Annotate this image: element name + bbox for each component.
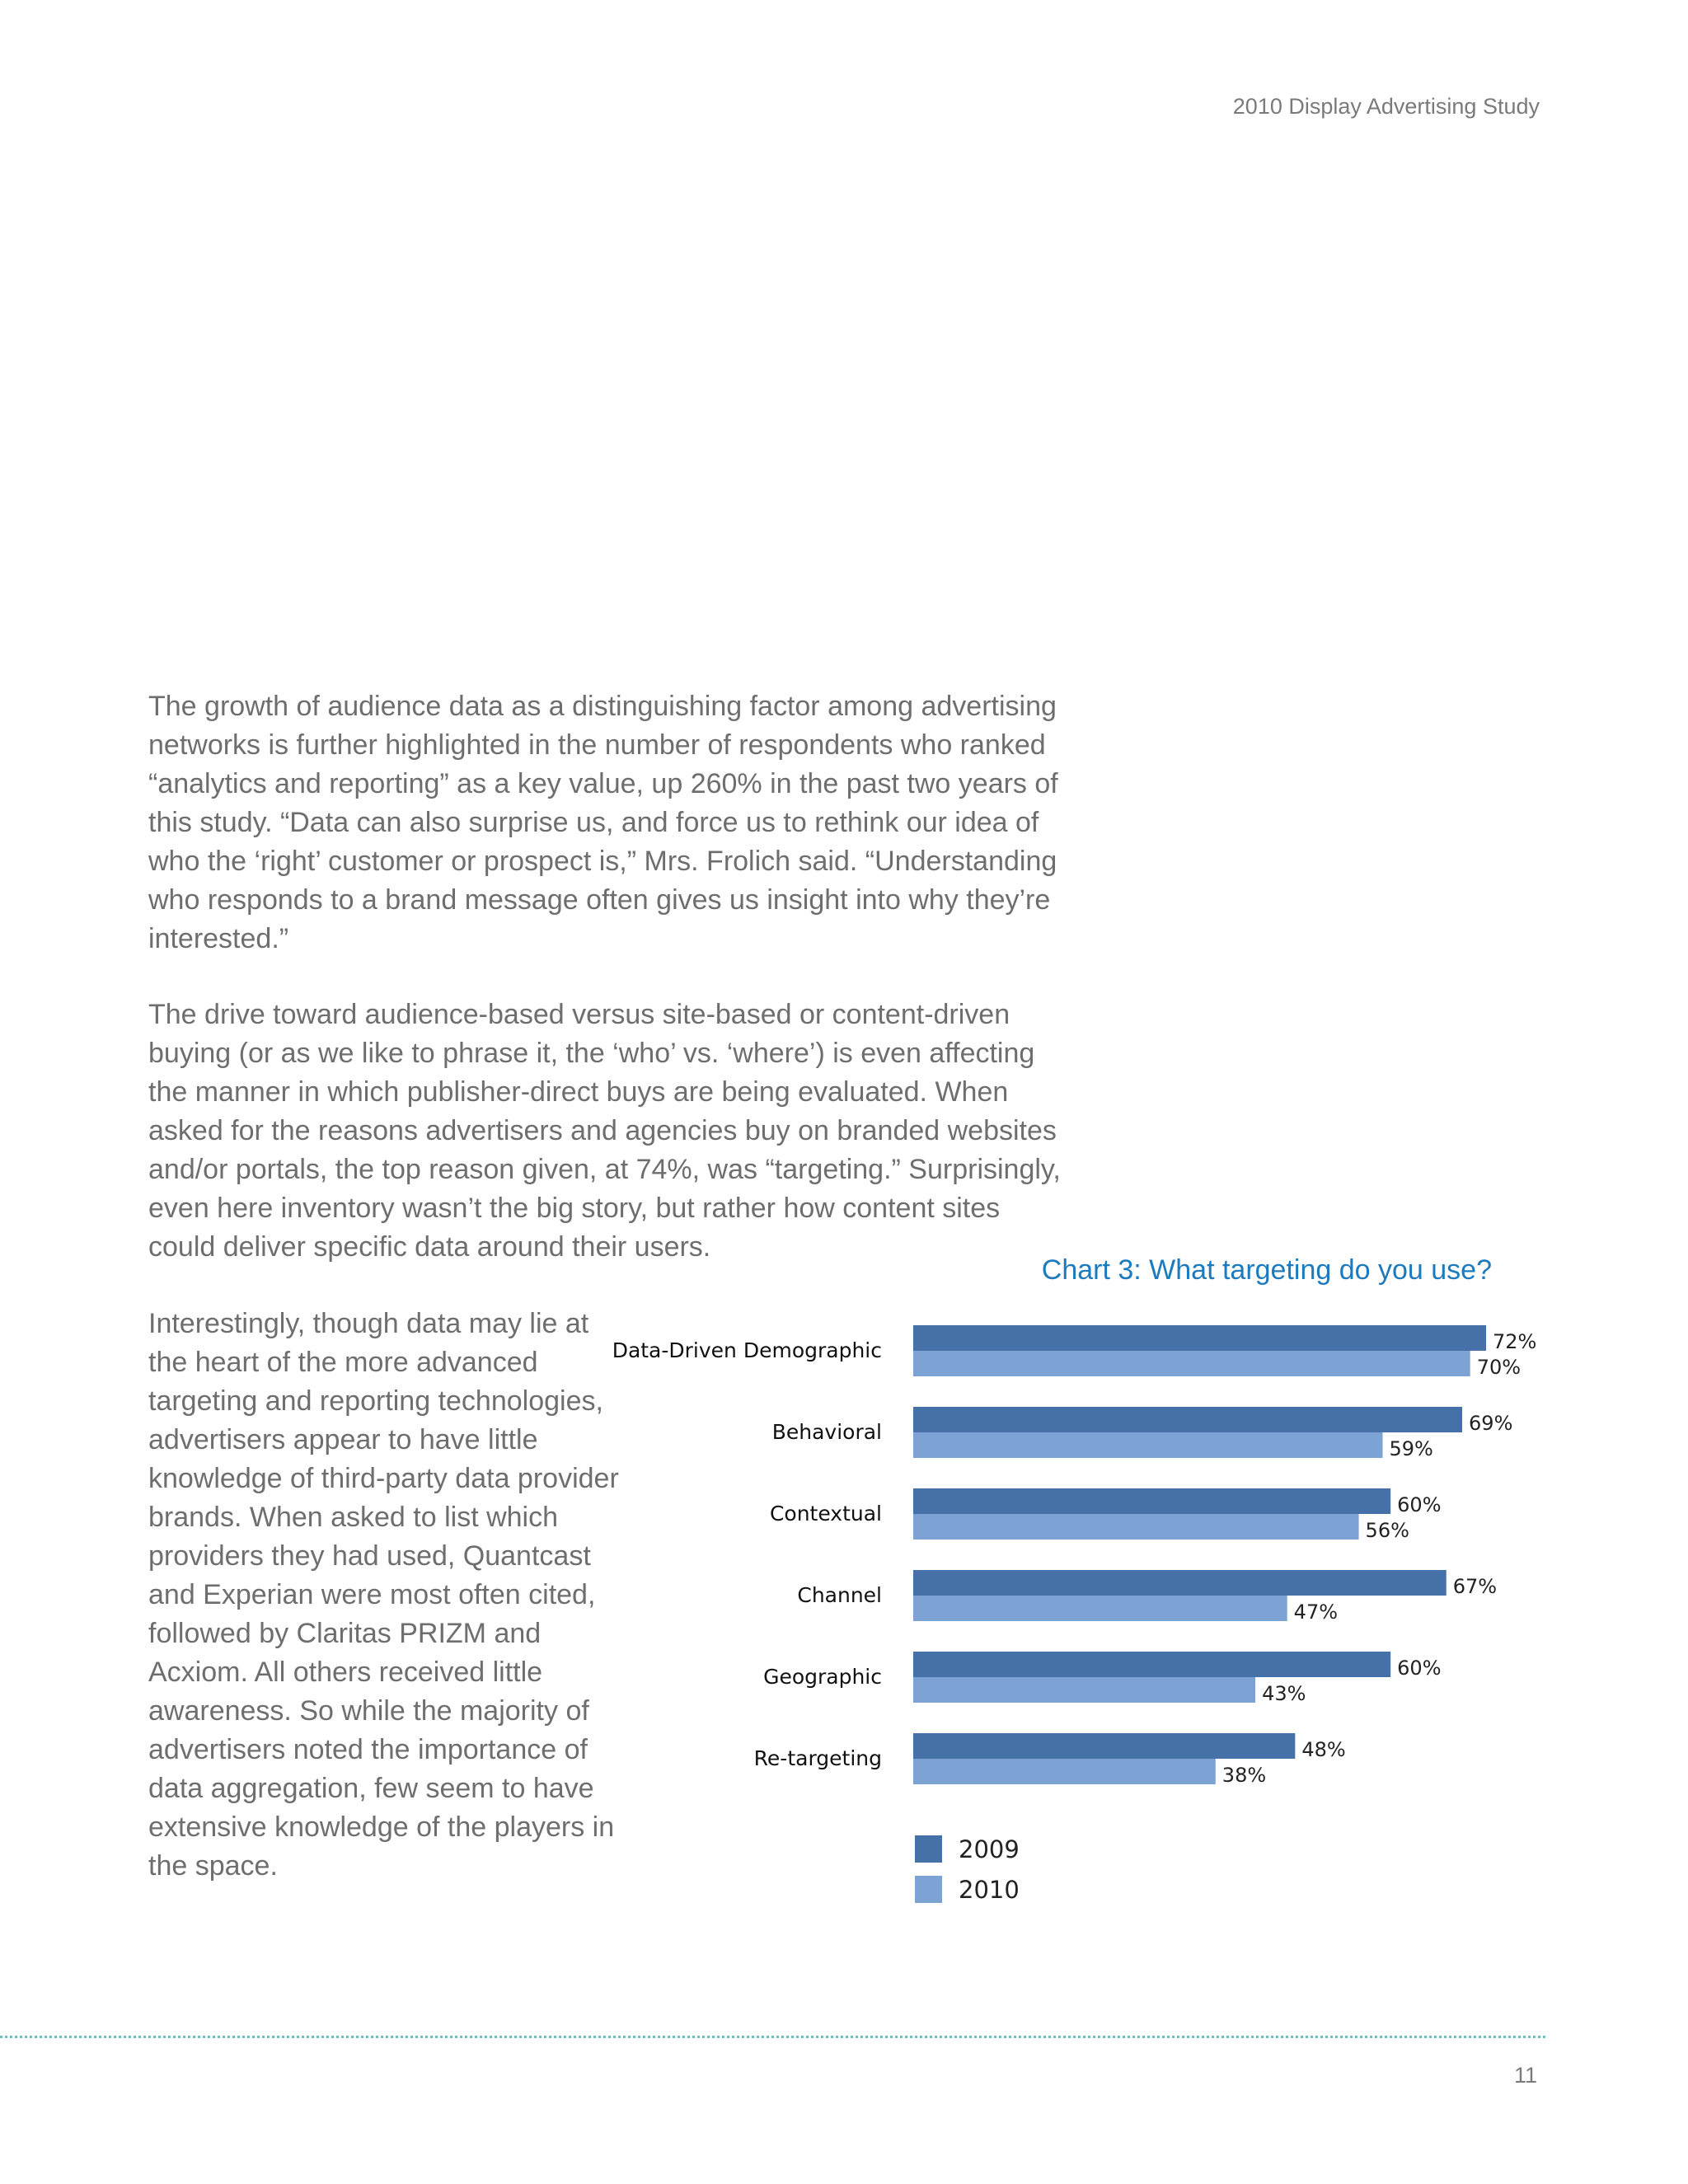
bar-2009-5 — [913, 1733, 1295, 1759]
value-label: 47% — [1293, 1601, 1339, 1624]
bar-2010-0 — [913, 1351, 1470, 1376]
category-label: Channel — [797, 1583, 882, 1607]
value-label: 48% — [1301, 1738, 1346, 1761]
bar-2009-1 — [913, 1407, 1462, 1432]
category-label: Contextual — [769, 1502, 882, 1526]
category-label: Re-targeting — [753, 1746, 882, 1770]
category-label: Behavioral — [771, 1420, 882, 1444]
category-label: Geographic — [763, 1665, 882, 1689]
bar-2009-2 — [913, 1488, 1390, 1514]
legend-label: 2010 — [959, 1876, 1020, 1904]
bar-2010-4 — [913, 1677, 1255, 1703]
value-label: 60% — [1397, 1493, 1442, 1516]
value-label: 70% — [1476, 1356, 1522, 1379]
category-label: Data-Driven Demographic — [612, 1338, 882, 1362]
legend-swatch-2009 — [915, 1835, 942, 1863]
value-label: 56% — [1365, 1519, 1409, 1542]
footer-divider — [0, 2036, 1545, 2038]
chart-title: Chart 3: What targeting do you use? — [1041, 1254, 1492, 1286]
page-number: 11 — [1513, 2063, 1537, 2088]
running-header: 2010 Display Advertising Study — [1232, 94, 1540, 119]
value-label: 67% — [1452, 1575, 1498, 1598]
body-paragraph-1: The growth of audience data as a distinguishing factor among advertising networks is further highlighted in the number of respondents who ranked “analytics and reporting” as a key value, up 260% in the past two years of this study. “Data can also surprise us, and force us to rethink our idea of who the ‘right’ customer or prospect is,” Mrs. Frolich said. “Understanding who responds to a brand message often gives us insight into why they’re interested.” — [148, 691, 1058, 954]
value-label: 59% — [1389, 1437, 1433, 1460]
bar-2010-1 — [913, 1432, 1383, 1458]
legend-label: 2009 — [959, 1835, 1020, 1863]
value-label: 43% — [1262, 1682, 1306, 1705]
bar-2010-3 — [913, 1596, 1287, 1621]
value-label: 72% — [1493, 1330, 1537, 1353]
body-paragraph-3: Interestingly, though data may lie at the heart of the more advanced targeting and reporting technologies, advertisers appear to have little knowledge of third-party data provider brands. When asked to list which providers they had used, Quantcast and Experian were most often cited, followed by Claritas PRIZM and Acxiom. All others received little awareness. So while the majority of advertisers noted the importance of data aggregation, few seem to have extensive knowledge of the players in the space. — [148, 1308, 619, 1882]
value-label: 60% — [1397, 1657, 1442, 1680]
targeting-bar-chart — [610, 1310, 1550, 1920]
value-label: 69% — [1469, 1412, 1513, 1435]
value-label: 38% — [1221, 1764, 1267, 1787]
body-paragraph-2: The drive toward audience-based versus site-based or content-driven buying (or as we like to phrase it, the ‘who’ vs. ‘where’) is even affecting the manner in which publisher-direct buys are being evaluated. When asked for the reasons advertisers and agencies buy on branded websites and/or portals, the top reason given, at 74%, was “targeting.” Surprisingly, even here inventory wasn’t the big story, but rather how content sites could deliver specific data around their users. — [148, 999, 1061, 1263]
bar-2009-4 — [913, 1652, 1390, 1677]
bar-2010-2 — [913, 1514, 1359, 1540]
legend-swatch-2010 — [915, 1876, 942, 1903]
bar-2009-3 — [913, 1570, 1447, 1596]
bar-2009-0 — [913, 1325, 1486, 1351]
bar-2010-5 — [913, 1759, 1216, 1784]
